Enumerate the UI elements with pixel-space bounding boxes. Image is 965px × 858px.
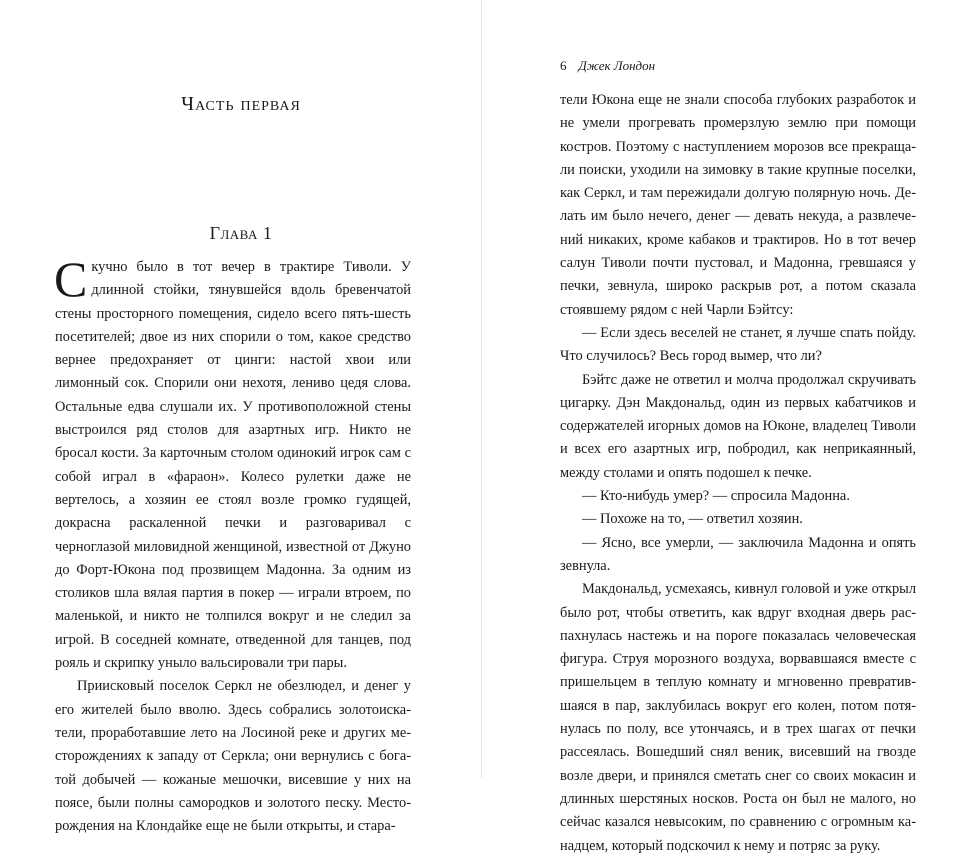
first-paragraph	[54, 251, 411, 675]
running-author: Джек Лондон	[578, 58, 656, 73]
page-number: 6	[560, 58, 567, 73]
left-page	[0, 0, 482, 835]
paragraph: Бэйтс даже не ответил и молча продолжал скручивать цигарку. Дэн Макдональд, один из первых кабатчиков и содержателей игорных домов на Юконе, владелец Тиволи и всех его азартных игр, побродил, как неприкаянный, между столами и опять подошел к печке.	[560, 371, 916, 481]
left-page-text	[54, 251, 411, 838]
second-paragraph: Приисковый поселок Серкл не обезлюдел, и денег у его жителей было вволю. Здесь собрались золотоискатели, проработавшие лето на Лосиной реке и других месторождениях к западу от Серкла; они вернулись с богатой добычей — кожаные мешочки, висевшие у них на поясе, были полны самородков и золотого песку. Месторождения на Клондайке еще не были открыты, и стара-	[55, 678, 411, 835]
paragraph: Макдональд, усмехаясь, кивнул головой и уже открыл было рот, чтобы ответить, как вдруг входная дверь распахнулась настежь и на пороге показалась человеческая фигура. Струя морозного воздуха, ворвавшаяся вместе с пришельцем в теплую комнату и мгновенно превратившаяся в пар, заклубилась вокруг его колен, потом потянулась по полу, все утончаясь, и в трех шагах от печки рассеялась. Вошедший снял веник, висевший на гвозде возле двери, и принялся сметать снег со своих мокасин и длинных шерстяных носков. Роста он был не малого, но сейчас казался невысоким, по сравнению с огромным канадцем, который подскочил к нему и потряс за руку.	[560, 581, 916, 854]
drop-cap: С	[54, 251, 88, 307]
paragraph: — Похоже на то, — ответил хозяин.	[582, 511, 803, 528]
paragraph: — Если здесь веселей не станет, я лучше спать пойду. Что случилось? Весь город вымер, что ли?	[560, 324, 916, 365]
paragraph: — Ясно, все умерли, — заключила Мадонна и опять зевнула.	[560, 534, 916, 574]
paragraph: — Кто-нибудь умер? — спросила Мадонна.	[582, 488, 850, 505]
right-page-text	[560, 89, 916, 858]
first-paragraph-text: кучно было в тот вечер в трактире Тиволи. У длинной стойки, тянувшейся вдоль бревенчатой стены просторного помещения, сидело всего пять-шесть посетителей; двое из них спорили о том, какое средство вернее предохраняет от цинги: настой хвои или лимонный сок. Спорили они нехотя, лениво цедя слова. Остальные едва слушали их. У противоположной стены выстроился ряд столов для азартных игр. Никто не бросал кости. За карточным столом одинокий игрок сам с собой играл в «фараон». Колесо рулетки даже не вертелось, а хозяин ее стоял возле громко гудящей, докрасна раскаленной печки и разговаривал с черноглазой миловидной женщиной, известной от Джуно до Форт-Юкона под прозвищем Мадонна. За одним из столиков шла вялая партия в покер — играли втроем, по маленькой, и никто не толпился вокруг и не следил за игрой. В соседней комнате, отведенной для танцев, под рояль и скрипку уныло вальсировали три пары.	[55, 259, 411, 672]
chapter-title: Глава 1	[209, 223, 273, 243]
part-title: Часть первая	[181, 93, 301, 115]
right-page	[483, 0, 965, 854]
running-head	[560, 57, 655, 75]
paragraph: тели Юкона еще не знали способа глубоких разработок и не умели прогревать промерзлую землю при помощи костров. Поэтому с наступлением морозов все прекращали поиски, уходили на зимовку в такие крупные поселки, как Серкл, и там пережидали долгую полярную ночь. Делать им было нечего, денег — девать некуда, а развлечений никаких, кроме кабаков и трактиров. Но в тот вечер салун Тиволи почти пустовал, и Мадонна, гревшаяся у печки, зевнула, широко раскрыв рот, а потом сказала стоявшему рядом с ней Чарли Бэйтсу:	[560, 92, 916, 318]
